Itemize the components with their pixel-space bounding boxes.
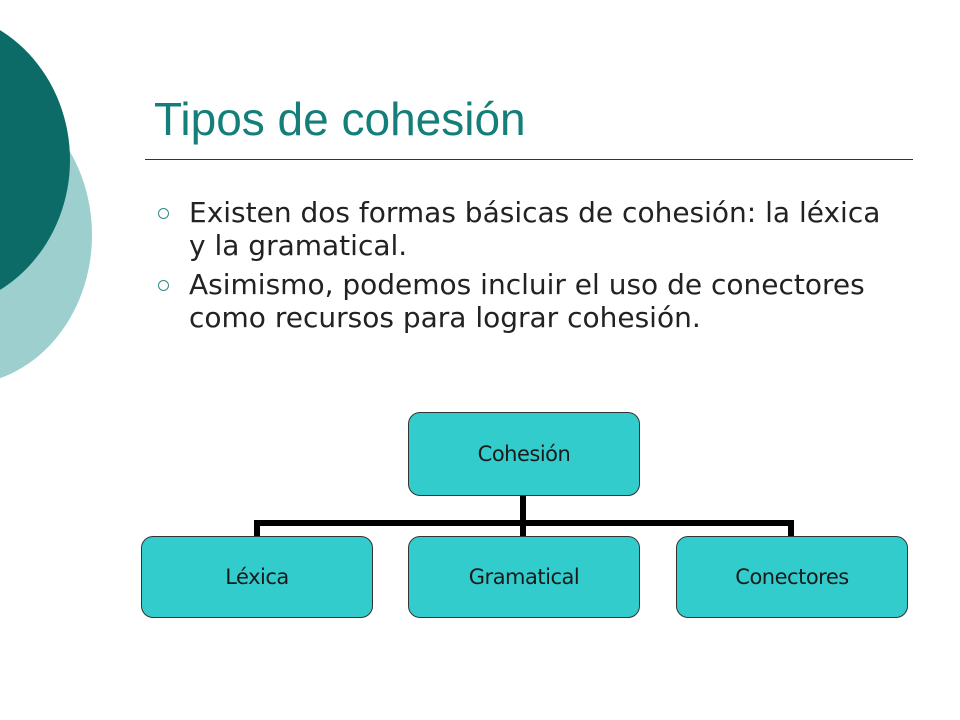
bullet-item	[155, 196, 895, 262]
slide-title: Tipos de cohesión	[154, 93, 526, 145]
node-gramatical: Gramatical	[408, 536, 640, 618]
connector-left-stem	[254, 520, 260, 537]
bullet-text: Existen dos formas básicas de cohesión: la léxica y la gramatical.	[189, 196, 881, 262]
bullet-text: Asimismo, podemos incluir el uso de conectores como recursos para lograr cohesión.	[189, 268, 865, 334]
title-divider	[145, 159, 913, 160]
bullet-circle-icon	[158, 280, 169, 291]
node-lexica: Léxica	[141, 536, 373, 618]
bullet-circle-icon	[158, 208, 169, 219]
node-conectores: Conectores	[676, 536, 908, 618]
connector-middle-stem	[520, 520, 526, 537]
bullet-item	[155, 268, 895, 334]
bullet-list	[155, 196, 895, 340]
connector-right-stem	[788, 520, 794, 537]
node-cohesion: Cohesión	[408, 412, 640, 496]
